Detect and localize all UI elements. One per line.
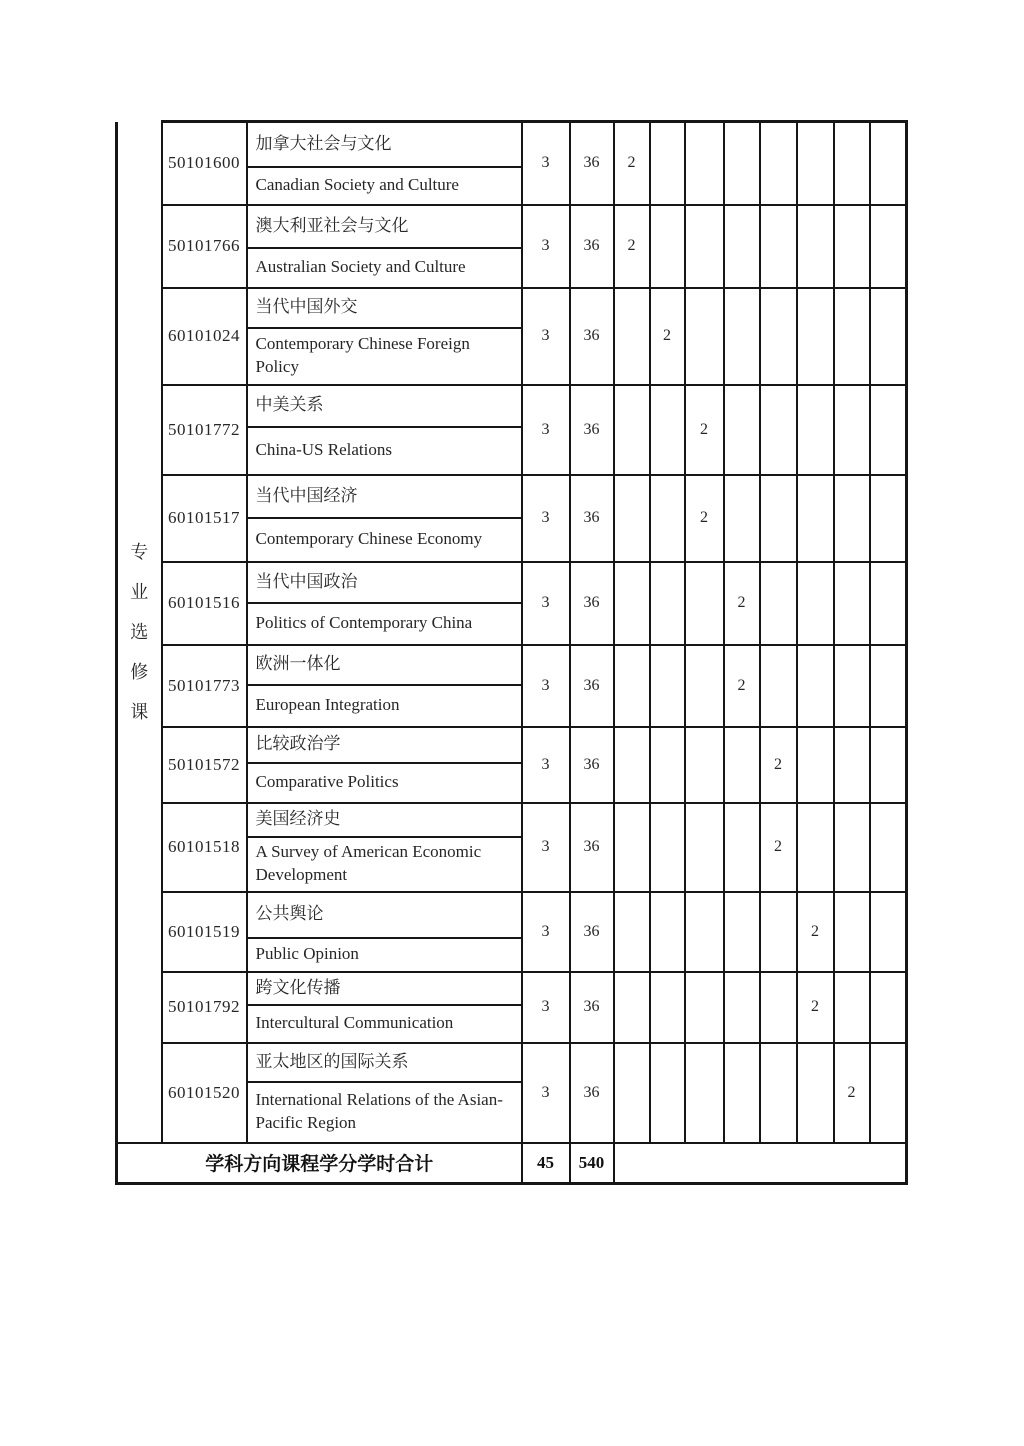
- semester-8-cell: [870, 1043, 907, 1143]
- semester-8-cell: [870, 645, 907, 727]
- semester-8-cell: [870, 972, 907, 1043]
- total-hours: 540: [570, 1143, 614, 1184]
- semester-2-cell: [650, 562, 685, 645]
- course-hours: 36: [570, 1043, 614, 1143]
- semester-5-cell: 2: [760, 727, 797, 803]
- course-code: 50101600: [162, 122, 247, 205]
- course-hours: 36: [570, 122, 614, 205]
- semester-2-cell: [650, 645, 685, 727]
- course-name-en: Politics of Contemporary China: [247, 603, 522, 645]
- semester-6-cell: [797, 205, 834, 288]
- course-hours: 36: [570, 288, 614, 385]
- semester-6-cell: 2: [797, 972, 834, 1043]
- semester-5-cell: [760, 972, 797, 1043]
- semester-5-cell: [760, 475, 797, 562]
- semester-4-cell: [724, 972, 760, 1043]
- summary-label: 学科方向课程学分学时合计: [117, 1143, 522, 1184]
- semester-8-cell: [870, 562, 907, 645]
- semester-6-cell: 2: [797, 892, 834, 972]
- course-credits: 3: [522, 972, 570, 1043]
- semester-8-cell: [870, 475, 907, 562]
- semester-4-cell: [724, 1043, 760, 1143]
- course-hours: 36: [570, 727, 614, 803]
- semester-5-cell: [760, 1043, 797, 1143]
- semester-1-cell: [614, 645, 650, 727]
- course-credits: 3: [522, 288, 570, 385]
- semester-3-cell: [685, 1043, 724, 1143]
- summary-empty-cell: [614, 1143, 907, 1184]
- semester-3-cell: [685, 803, 724, 892]
- semester-7-cell: [834, 562, 870, 645]
- semester-3-cell: [685, 727, 724, 803]
- semester-5-cell: [760, 385, 797, 475]
- semester-2-cell: 2: [650, 288, 685, 385]
- semester-5-cell: [760, 122, 797, 205]
- course-name-en: Public Opinion: [247, 938, 522, 972]
- course-hours: 36: [570, 475, 614, 562]
- semester-2-cell: [650, 205, 685, 288]
- semester-4-cell: [724, 205, 760, 288]
- course-credits: 3: [522, 645, 570, 727]
- course-code: 50101572: [162, 727, 247, 803]
- semester-7-cell: [834, 803, 870, 892]
- semester-4-cell: [724, 892, 760, 972]
- curriculum-table: [115, 120, 908, 1185]
- semester-1-cell: [614, 892, 650, 972]
- semester-3-cell: [685, 892, 724, 972]
- semester-7-cell: [834, 205, 870, 288]
- semester-3-cell: [685, 562, 724, 645]
- semester-6-cell: [797, 475, 834, 562]
- course-hours: 36: [570, 972, 614, 1043]
- course-name-cn: 欧洲一体化: [247, 645, 522, 685]
- course-name-en: Contemporary Chinese Foreign Policy: [247, 328, 522, 385]
- course-code: 60101520: [162, 1043, 247, 1143]
- course-row: [117, 1043, 907, 1082]
- course-name-cn: 比较政治学: [247, 727, 522, 763]
- semester-5-cell: [760, 645, 797, 727]
- semester-3-cell: 2: [685, 385, 724, 475]
- course-hours: 36: [570, 892, 614, 972]
- semester-2-cell: [650, 803, 685, 892]
- course-credits: 3: [522, 205, 570, 288]
- semester-4-cell: 2: [724, 645, 760, 727]
- course-row: [117, 385, 907, 427]
- course-hours: 36: [570, 645, 614, 727]
- semester-3-cell: [685, 122, 724, 205]
- semester-4-cell: [724, 727, 760, 803]
- semester-8-cell: [870, 803, 907, 892]
- semester-1-cell: [614, 385, 650, 475]
- semester-1-cell: [614, 972, 650, 1043]
- semester-1-cell: [614, 727, 650, 803]
- semester-7-cell: [834, 727, 870, 803]
- semester-1-cell: [614, 475, 650, 562]
- semester-2-cell: [650, 1043, 685, 1143]
- course-name-cn: 加拿大社会与文化: [247, 122, 522, 167]
- semester-1-cell: [614, 803, 650, 892]
- course-credits: 3: [522, 475, 570, 562]
- summary-section: [117, 1143, 907, 1184]
- semester-8-cell: [870, 122, 907, 205]
- course-code: 60101517: [162, 475, 247, 562]
- semester-8-cell: [870, 892, 907, 972]
- total-credits: 45: [522, 1143, 570, 1184]
- semester-6-cell: [797, 727, 834, 803]
- semester-4-cell: [724, 475, 760, 562]
- semester-7-cell: [834, 385, 870, 475]
- course-row: [117, 972, 907, 1005]
- course-name-en: Australian Society and Culture: [247, 248, 522, 288]
- semester-6-cell: [797, 1043, 834, 1143]
- semester-2-cell: [650, 122, 685, 205]
- course-row: [117, 803, 907, 837]
- semester-1-cell: 2: [614, 205, 650, 288]
- semester-6-cell: [797, 645, 834, 727]
- course-hours: 36: [570, 803, 614, 892]
- course-row: [117, 288, 907, 328]
- semester-5-cell: [760, 288, 797, 385]
- course-name-cn: 当代中国外交: [247, 288, 522, 328]
- course-row: [117, 562, 907, 603]
- course-hours: 36: [570, 205, 614, 288]
- semester-5-cell: [760, 562, 797, 645]
- course-row: [117, 892, 907, 938]
- semester-7-cell: [834, 288, 870, 385]
- course-name-en: China-US Relations: [247, 427, 522, 475]
- course-row: [117, 475, 907, 518]
- semester-4-cell: [724, 385, 760, 475]
- semester-4-cell: [724, 803, 760, 892]
- course-name-en: Canadian Society and Culture: [247, 167, 522, 205]
- semester-2-cell: [650, 892, 685, 972]
- course-row: [117, 645, 907, 685]
- course-name-en: European Integration: [247, 685, 522, 727]
- semester-4-cell: 2: [724, 562, 760, 645]
- course-row: [117, 727, 907, 763]
- course-name-cn: 亚太地区的国际关系: [247, 1043, 522, 1082]
- course-credits: 3: [522, 385, 570, 475]
- course-name-cn: 中美关系: [247, 385, 522, 427]
- summary-row: [117, 1143, 907, 1184]
- course-rows: [117, 122, 907, 1143]
- semester-8-cell: [870, 385, 907, 475]
- category-cell: [117, 122, 162, 1143]
- semester-6-cell: [797, 122, 834, 205]
- semester-2-cell: [650, 385, 685, 475]
- semester-1-cell: [614, 562, 650, 645]
- semester-1-cell: [614, 288, 650, 385]
- course-name-cn: 当代中国经济: [247, 475, 522, 518]
- semester-7-cell: [834, 972, 870, 1043]
- semester-7-cell: [834, 892, 870, 972]
- course-credits: 3: [522, 892, 570, 972]
- semester-8-cell: [870, 727, 907, 803]
- course-code: 60101518: [162, 803, 247, 892]
- semester-7-cell: 2: [834, 1043, 870, 1143]
- course-name-en: A Survey of American Economic Development: [247, 837, 522, 892]
- semester-8-cell: [870, 205, 907, 288]
- semester-4-cell: [724, 122, 760, 205]
- semester-3-cell: [685, 288, 724, 385]
- course-name-cn: 澳大利亚社会与文化: [247, 205, 522, 248]
- course-name-en: International Relations of the Asian-Pacific Region: [247, 1082, 522, 1143]
- course-name-en: Contemporary Chinese Economy: [247, 518, 522, 562]
- course-code: 50101773: [162, 645, 247, 727]
- semester-4-cell: [724, 288, 760, 385]
- semester-7-cell: [834, 645, 870, 727]
- semester-1-cell: [614, 1043, 650, 1143]
- course-name-en: Intercultural Communication: [247, 1005, 522, 1043]
- semester-2-cell: [650, 727, 685, 803]
- semester-5-cell: [760, 205, 797, 288]
- course-code: 60101516: [162, 562, 247, 645]
- course-row: [117, 205, 907, 248]
- semester-8-cell: [870, 288, 907, 385]
- course-credits: 3: [522, 562, 570, 645]
- semester-5-cell: [760, 892, 797, 972]
- category-label: 专业选修课: [130, 541, 149, 722]
- course-row: [117, 122, 907, 167]
- course-hours: 36: [570, 562, 614, 645]
- semester-7-cell: [834, 475, 870, 562]
- course-credits: 3: [522, 803, 570, 892]
- course-credits: 3: [522, 1043, 570, 1143]
- semester-6-cell: [797, 288, 834, 385]
- semester-6-cell: [797, 803, 834, 892]
- course-name-cn: 当代中国政治: [247, 562, 522, 603]
- course-name-en: Comparative Politics: [247, 763, 522, 803]
- semester-1-cell: 2: [614, 122, 650, 205]
- course-credits: 3: [522, 122, 570, 205]
- course-code: 60101024: [162, 288, 247, 385]
- course-name-cn: 跨文化传播: [247, 972, 522, 1005]
- semester-3-cell: [685, 205, 724, 288]
- course-code: 50101792: [162, 972, 247, 1043]
- semester-5-cell: 2: [760, 803, 797, 892]
- course-name-cn: 公共舆论: [247, 892, 522, 938]
- course-code: 50101772: [162, 385, 247, 475]
- semester-6-cell: [797, 562, 834, 645]
- course-code: 50101766: [162, 205, 247, 288]
- course-hours: 36: [570, 385, 614, 475]
- semester-3-cell: [685, 645, 724, 727]
- course-name-cn: 美国经济史: [247, 803, 522, 837]
- semester-2-cell: [650, 475, 685, 562]
- semester-7-cell: [834, 122, 870, 205]
- semester-2-cell: [650, 972, 685, 1043]
- semester-3-cell: 2: [685, 475, 724, 562]
- semester-3-cell: [685, 972, 724, 1043]
- course-code: 60101519: [162, 892, 247, 972]
- curriculum-table-container: [115, 120, 908, 1185]
- course-credits: 3: [522, 727, 570, 803]
- semester-6-cell: [797, 385, 834, 475]
